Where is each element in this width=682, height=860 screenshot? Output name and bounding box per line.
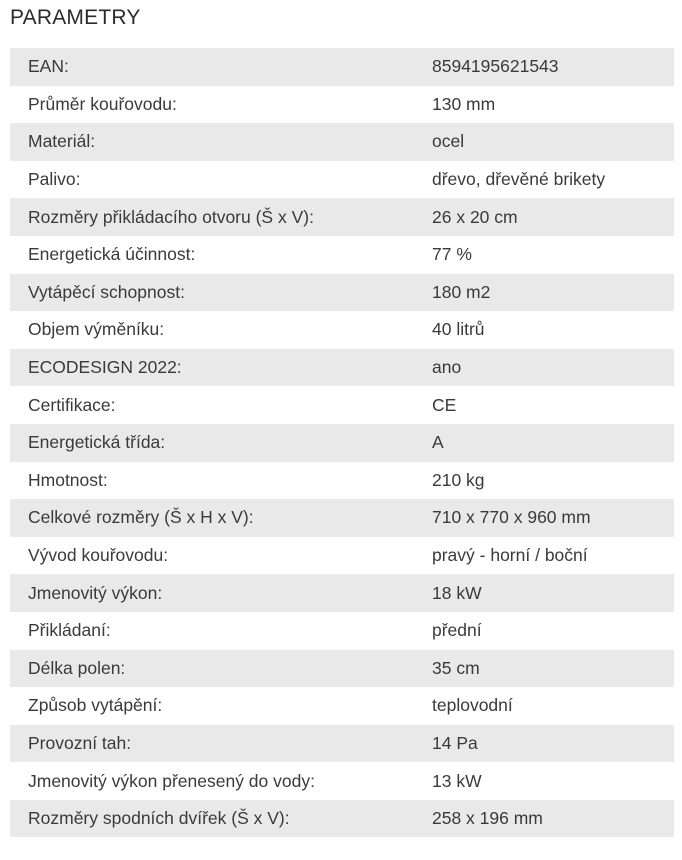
table-row	[10, 800, 674, 838]
table-row	[10, 274, 674, 312]
parameter-label: Energetická účinnost:	[28, 244, 196, 265]
table-row	[10, 537, 674, 575]
parameter-label: Certifikace:	[28, 394, 116, 415]
parameter-value: 130 mm	[432, 93, 496, 114]
parameter-value: přední	[432, 620, 482, 641]
parameter-label: Hmotnost:	[28, 469, 108, 490]
section-title: PARAMETRY	[10, 6, 141, 29]
parameter-label: Provozní tah:	[28, 732, 132, 753]
table-row	[10, 762, 674, 800]
table-row	[10, 123, 674, 161]
parameter-value: 710 x 770 x 960 mm	[432, 507, 591, 528]
parameter-value: dřevo, dřevěné brikety	[432, 169, 606, 190]
parameter-label: EAN:	[28, 56, 69, 77]
parameter-label: Způsob vytápění:	[28, 695, 163, 716]
parameter-value: 13 kW	[432, 770, 482, 791]
table-row	[10, 311, 674, 349]
parameter-value: ano	[432, 357, 462, 378]
parameter-label: Rozměry spodních dvířek (Š x V):	[28, 808, 290, 829]
parameter-label: Energetická třída:	[28, 432, 166, 453]
parameters-table	[10, 48, 674, 837]
table-row	[10, 86, 674, 124]
table-row	[10, 650, 674, 688]
table-row	[10, 499, 674, 537]
parameter-label: Délka polen:	[28, 657, 126, 678]
parameter-label: Průměr kouřovodu:	[28, 93, 177, 114]
parameter-value: A	[432, 432, 444, 453]
table-row	[10, 687, 674, 725]
parameter-value: 35 cm	[432, 657, 480, 678]
parameter-value: 210 kg	[432, 469, 485, 490]
parameter-label: Objem výměníku:	[28, 319, 165, 340]
parameter-value: 180 m2	[432, 281, 491, 302]
parameter-value: 8594195621543	[432, 56, 559, 77]
table-row	[10, 161, 674, 199]
parameter-value: 40 litrů	[432, 319, 485, 340]
parameter-label: Jmenovitý výkon přenesený do vody:	[28, 770, 315, 791]
parameter-value: 258 x 196 mm	[432, 808, 543, 829]
parameter-label: Celkové rozměry (Š x H x V):	[28, 507, 254, 528]
parameter-label: Vývod kouřovodu:	[28, 545, 169, 566]
parameter-value: 26 x 20 cm	[432, 206, 518, 227]
parameter-value: ocel	[432, 131, 465, 152]
table-row	[10, 236, 674, 274]
table-row	[10, 48, 674, 86]
parameter-value: CE	[432, 394, 457, 415]
parameter-value: pravý - horní / boční	[432, 545, 588, 566]
parameter-label: Jmenovitý výkon:	[28, 582, 163, 603]
table-row	[10, 725, 674, 763]
table-row	[10, 424, 674, 462]
table-row	[10, 612, 674, 650]
table-row	[10, 198, 674, 236]
parameter-label: Přikládaní:	[28, 620, 111, 641]
table-row	[10, 349, 674, 387]
parameter-label: Palivo:	[28, 169, 81, 190]
parameter-label: Vytápěcí schopnost:	[28, 281, 185, 302]
parameter-value: 14 Pa	[432, 732, 478, 753]
parameter-label: Materiál:	[28, 131, 96, 152]
table-row	[10, 386, 674, 424]
parameter-value: 18 kW	[432, 582, 482, 603]
parameter-value: teplovodní	[432, 695, 513, 716]
table-row	[10, 462, 674, 500]
parameter-label: Rozměry přikládacího otvoru (Š x V):	[28, 206, 314, 227]
table-row	[10, 574, 674, 612]
parameter-value: 77 %	[432, 244, 472, 265]
parameter-label: ECODESIGN 2022:	[28, 357, 182, 378]
